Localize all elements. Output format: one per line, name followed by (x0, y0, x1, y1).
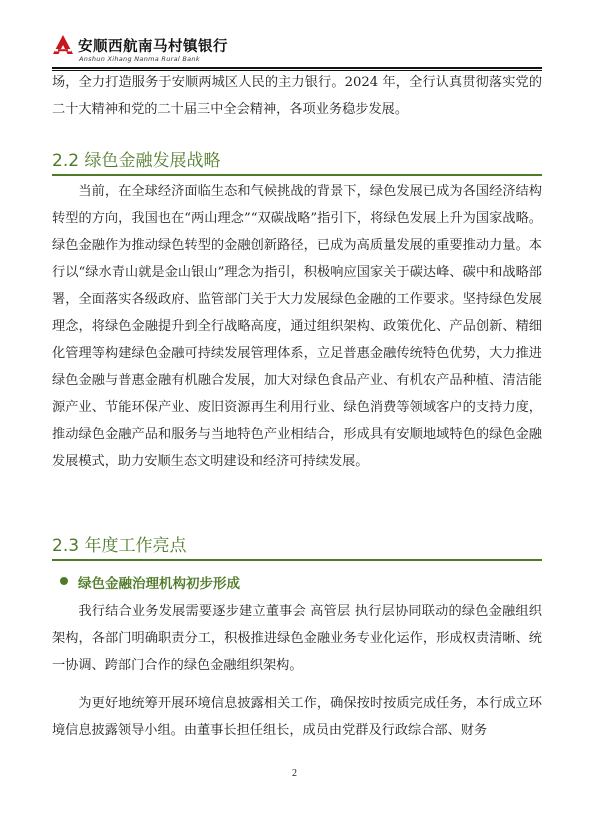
bullet-item (60, 572, 530, 594)
bank-logo-icon (52, 34, 74, 56)
governance-paragraph: 我行结合业务发展需要逐步建立董事会 高管层 执行层协同联动的绿色金融组织架构，各部门明确职责分工，积极推进绿色金融业务专业化运作，形成权责清晰、统一协调、跨部门合作的绿色金融组织架构。 (52, 604, 542, 673)
bullet-dot-icon (60, 577, 68, 585)
page-number: 2 (292, 768, 297, 779)
section-title: 2.2 绿色金融发展战略 (52, 151, 221, 171)
section-title: 2.3 年度工作亮点 (52, 536, 187, 556)
bank-name-chinese: 安顺西航南马村镇银行 (78, 39, 228, 55)
green-finance-strategy-paragraph: 当前，在全球经济面临生态和气候挑战的背景下，绿色发展已成为各国经济结构转型的方向，我国也在“两山理念”“双碳战略”指引下，将绿色发展上升为国家战略。绿色金融作为推动绿色转型的金融创新路径，已成为高质量发展的重要推动力量。本行以“绿水青山就是金山银山”理念为指引，积极响应国家关于碳达峰、碳中和战略部署，全面落实各级政府、监管部门关于大力发展绿色金融的工作要求。坚持绿色发展理念，将绿色金融提升到全行战略高度，通过组织架构、政策优化、产品创新、精细化管理等构建绿色金融可持续发展管理体系，立足普惠金融传统特色优势，大力推进绿色金融与普惠金融有机融合发展，加大对绿色食品产业、有机农产品种植、清洁能源产业、节能环保产业、废旧资源再生利用行业、绿色消费等领域客户的支持力度，推动绿色金融产品和服务与当地特色产业相结合，形成具有安顺地域特色的绿色金融发展模式，助力安顺生态文明建设和经济可持续发展。 (52, 184, 542, 469)
section-heading-2-2 (52, 142, 542, 176)
intro-paragraph: 场，全力打造服务于安顺两城区人民的主力银行。2024 年，全行认真贯彻落实党的二十大精神和党的二十届三中全会精神，各项业务稳步发展。 (52, 75, 542, 117)
disclosure-paragraph: 为更好地统筹开展环境信息披露相关工作，确保按时按质完成任务，本行成立环境信息披露领导小组。由董事长担任组长，成员由党群及行政综合部、财务 (52, 696, 542, 738)
bank-name-english: Anshun Xihang Nanma Rural Bank (79, 55, 200, 63)
bullet-title: 绿色金融治理机构初步形成 (78, 576, 240, 592)
section-heading-2-3 (52, 527, 542, 561)
